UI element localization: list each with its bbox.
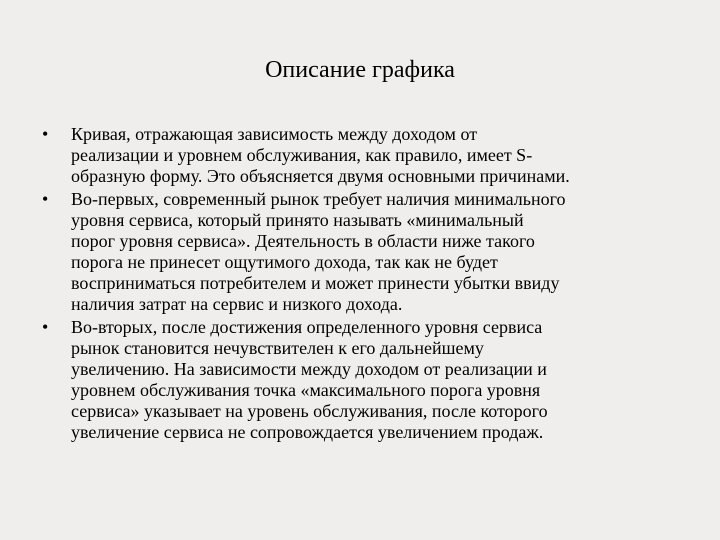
- text-line: увеличению. На зависимости между доходом от реализации и: [71, 359, 547, 379]
- bullet-icon: •: [42, 189, 49, 209]
- text-line: рынок становится нечувствителен к его дальнейшему: [71, 338, 484, 358]
- bullet-item-2: [42, 189, 682, 315]
- text-line: образную форму. Это объясняется двумя основными причинами.: [71, 166, 570, 186]
- text-line: восприниматься потребителем и может принести убытки ввиду: [71, 273, 560, 293]
- text-line: Кривая, отражающая зависимость между доходом от: [71, 124, 478, 144]
- text-line: порога не принесет ощутимого дохода, так как не будет: [71, 252, 498, 272]
- text-line: порог уровня сервиса». Деятельность в области ниже такого: [71, 231, 535, 251]
- text-line: наличия затрат на сервис и низкого дохода.: [71, 294, 403, 314]
- text-line: Во-вторых, после достижения определенного уровня сервиса: [71, 317, 543, 337]
- bullet-list: [42, 124, 682, 445]
- text-line: Во-первых, современный рынок требует наличия минимального: [71, 189, 566, 209]
- bullet-text: [71, 124, 682, 187]
- bullet-item-3: [42, 317, 682, 443]
- bullet-icon: •: [42, 317, 49, 337]
- bullet-icon: •: [42, 124, 49, 144]
- bullet-text: [71, 189, 682, 315]
- text-line: увеличение сервиса не сопровождается увеличением продаж.: [71, 422, 544, 442]
- text-line: реализации и уровнем обслуживания, как правило, имеет S-: [71, 145, 533, 165]
- bullet-text: [71, 317, 682, 443]
- bullet-item-1: [42, 124, 682, 187]
- text-line: уровнем обслуживания точка «максимального порога уровня: [71, 380, 541, 400]
- text-line: уровня сервиса, который принято называть «минимальный: [71, 210, 524, 230]
- text-line: сервиса» указывает на уровень обслуживания, после которого: [71, 401, 548, 421]
- slide-title: Описание графика: [265, 57, 455, 83]
